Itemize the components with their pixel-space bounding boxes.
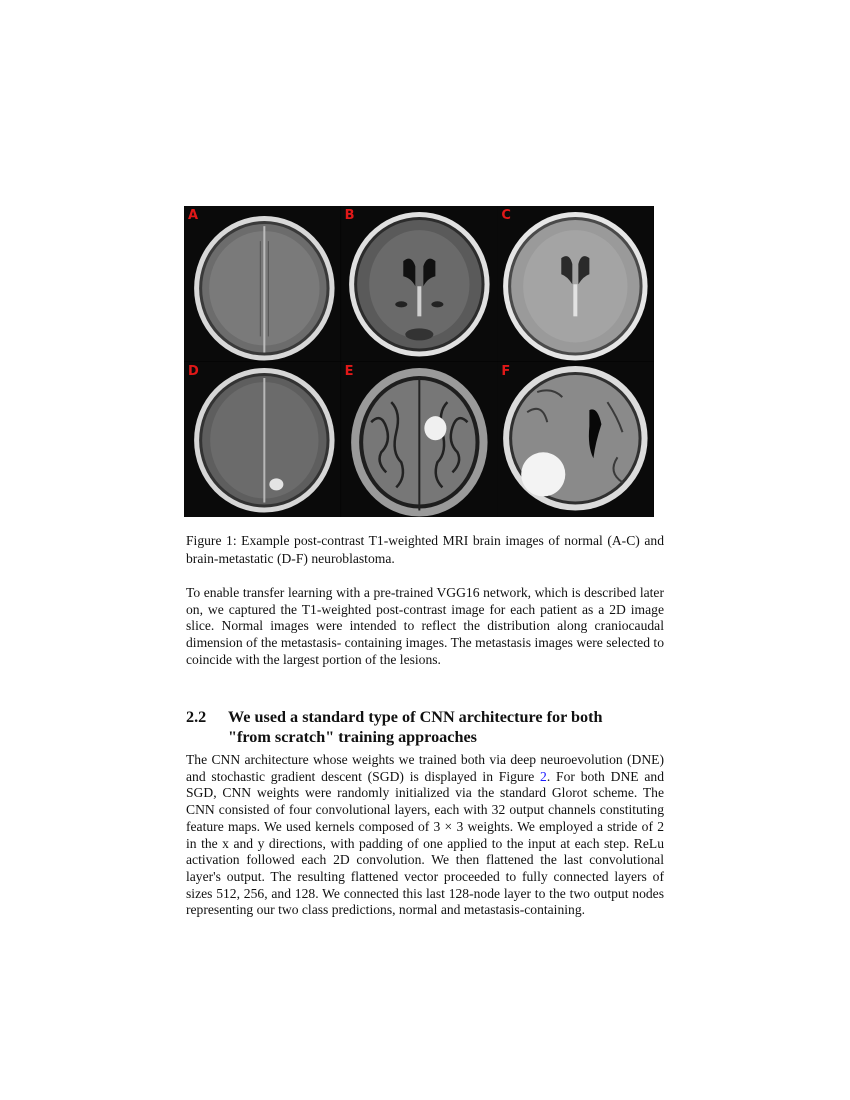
section-number: 2.2 — [186, 708, 207, 726]
mri-image-e — [341, 362, 498, 518]
paragraph-cnn-text-start: The CNN architecture whose weights we trained both via deep neuroevolution (DNE) and stochastic gradient descent (SGD) is displayed in Figure — [186, 752, 664, 784]
panel-label-b: B — [344, 208, 355, 223]
mri-panel-c — [497, 206, 654, 362]
panel-label-e: E — [344, 363, 354, 379]
section-heading — [186, 707, 666, 747]
mri-figure-grid — [184, 206, 654, 517]
mri-image-f — [497, 362, 654, 518]
section-title-line2: "from scratch" training approaches — [228, 728, 477, 746]
mri-panel-e — [341, 362, 498, 518]
mri-image-b — [341, 206, 498, 362]
figure-caption: Figure 1: Example post-contrast T1-weighted MRI brain images of normal (A-C) and brain-metastatic (D-F) neuroblastoma. — [186, 533, 664, 566]
section-title-line1: We used a standard type of CNN architecture for both — [228, 708, 603, 726]
mri-panel-b — [341, 206, 498, 362]
figure-reference-link[interactable]: 2 — [540, 768, 547, 784]
panel-label-f: F — [501, 363, 511, 379]
panel-label-d: D — [188, 363, 199, 379]
panel-label-a: A — [188, 208, 199, 223]
mri-image-c — [497, 206, 654, 362]
paragraph-cnn-text-end: . For both DNE and SGD, CNN weights were randomly initialized via the standard Glorot scheme. The CNN consisted of four convolutional layers, each with 32 output channels constituting feature maps. We used kernels composed of 3 × 3 weights. We employed a stride of 2 in the x and y directions, with padding of one applied to the input at each step. ReLu activation followed each 2D convolution. We then flattened the last convolutional layer's output. The resulting flattened vector proceeded to fully connected layers of sizes 512, 256, and 128. We connected this last 128-node layer to the two output nodes representing our two class predictions, normal and metastasis-containing. — [186, 768, 664, 918]
mri-image-d — [184, 362, 341, 518]
paragraph-cnn-architecture — [186, 752, 664, 919]
panel-label-c: C — [501, 208, 511, 223]
mri-panel-a — [184, 206, 341, 362]
mri-panel-d — [184, 362, 341, 518]
mri-image-a — [184, 206, 341, 362]
mri-panel-f — [497, 362, 654, 518]
paragraph-transfer-learning: To enable transfer learning with a pre-trained VGG16 network, which is described later on, we captured the T1-weighted post-contrast image for each patient as a 2D image slice. Normal images were intended to reflect the distribution along craniocaudal dimension of the metastasis- containing images. The metastasis images were selected to coincide with the largest portion of the lesions. — [186, 585, 664, 667]
